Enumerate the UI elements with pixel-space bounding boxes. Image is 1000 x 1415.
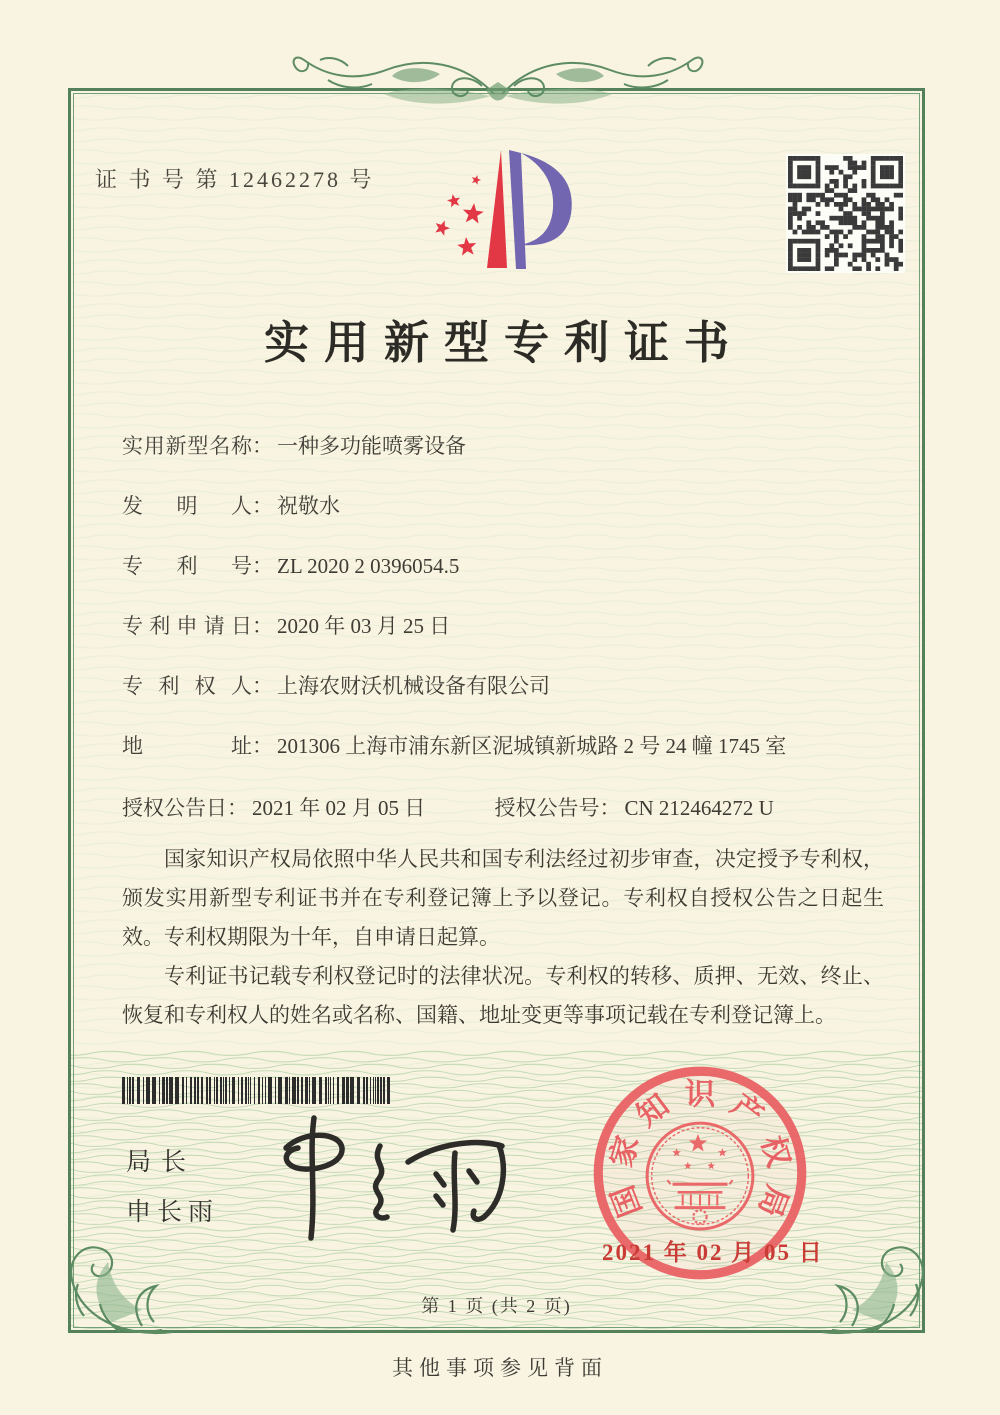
svg-text:识: 识: [684, 1077, 716, 1112]
cnipa-logo-icon: [408, 138, 598, 290]
field-colon: ：: [252, 614, 273, 638]
field-value: 祝敬水: [277, 494, 340, 518]
field-colon: ：: [252, 674, 273, 698]
grant-date-label: 授权公告日: [122, 796, 227, 820]
qr-code: [786, 154, 905, 273]
field-colon: ：: [252, 494, 273, 518]
director-name: 申长雨: [126, 1199, 220, 1226]
field-row-1: [122, 430, 466, 460]
field-label: 专利权人: [122, 674, 252, 698]
grant-row: [122, 792, 774, 822]
legal-text: [122, 840, 884, 1035]
seal-date: 2021 年 02 月 05 日: [602, 1240, 824, 1265]
field-row-2: [122, 490, 340, 520]
field-label: 实用新型名称: [122, 434, 252, 458]
director-title: 局长: [126, 1149, 197, 1176]
field-label: 专利号: [122, 554, 252, 578]
certificate-title: 实用新型专利证书: [263, 318, 744, 368]
svg-text:家: 家: [604, 1132, 646, 1171]
field-value: 一种多功能喷雾设备: [277, 434, 466, 458]
grant-date-value: 2021 年 02 月 05 日: [252, 796, 426, 820]
field-value: 上海农财沃机械设备有限公司: [277, 674, 550, 698]
field-label: 发明人: [122, 494, 252, 518]
field-label: 地址: [122, 734, 252, 758]
grant-no-value: CN 212464272 U: [624, 796, 774, 820]
svg-text:知: 知: [630, 1087, 676, 1134]
field-row-4: [122, 610, 450, 640]
svg-text:国: 国: [605, 1180, 649, 1222]
barcode: [122, 1077, 395, 1104]
svg-text:局: 局: [751, 1180, 795, 1222]
back-side-note: 其他事项参见背面: [392, 1356, 608, 1380]
field-colon: ：: [227, 796, 248, 820]
field-value: 201306 上海市浦东新区泥城镇新城路 2 号 24 幢 1745 室: [277, 734, 787, 758]
field-colon: ：: [252, 734, 273, 758]
field-colon: ：: [252, 554, 273, 578]
field-colon: ：: [599, 796, 621, 820]
field-value: 2020 年 03 月 25 日: [277, 614, 451, 638]
director-signature: [252, 1108, 522, 1248]
page-number: 第 1 页 (共 2 页): [421, 1296, 572, 1316]
certificate-number: 证 书 号 第 12462278 号: [95, 167, 375, 192]
field-row-6: [122, 730, 786, 760]
field-row-3: [122, 550, 459, 580]
svg-text:产: 产: [724, 1087, 770, 1134]
grant-no-label: 授权公告号: [494, 796, 600, 820]
legal-paragraph-1: 国家知识产权局依照中华人民共和国专利法经过初步审查，决定授予专利权，颁发实用新型专利证书并在专利登记簿上予以登记。专利权自授权公告之日起生效。专利权期限为十年，自申请日起算。: [122, 847, 884, 949]
field-colon: ：: [252, 434, 273, 458]
field-label: 专利申请日: [122, 614, 252, 638]
legal-paragraph-2: 专利证书记载专利权登记时的法律状况。专利权的转移、质押、无效、终止、恢复和专利权人的姓名或名称、国籍、地址变更等事项记载在专利登记簿上。: [122, 964, 884, 1027]
field-value: ZL 2020 2 0396054.5: [277, 554, 460, 578]
field-row-5: [122, 670, 550, 700]
svg-text:权: 权: [754, 1132, 796, 1171]
